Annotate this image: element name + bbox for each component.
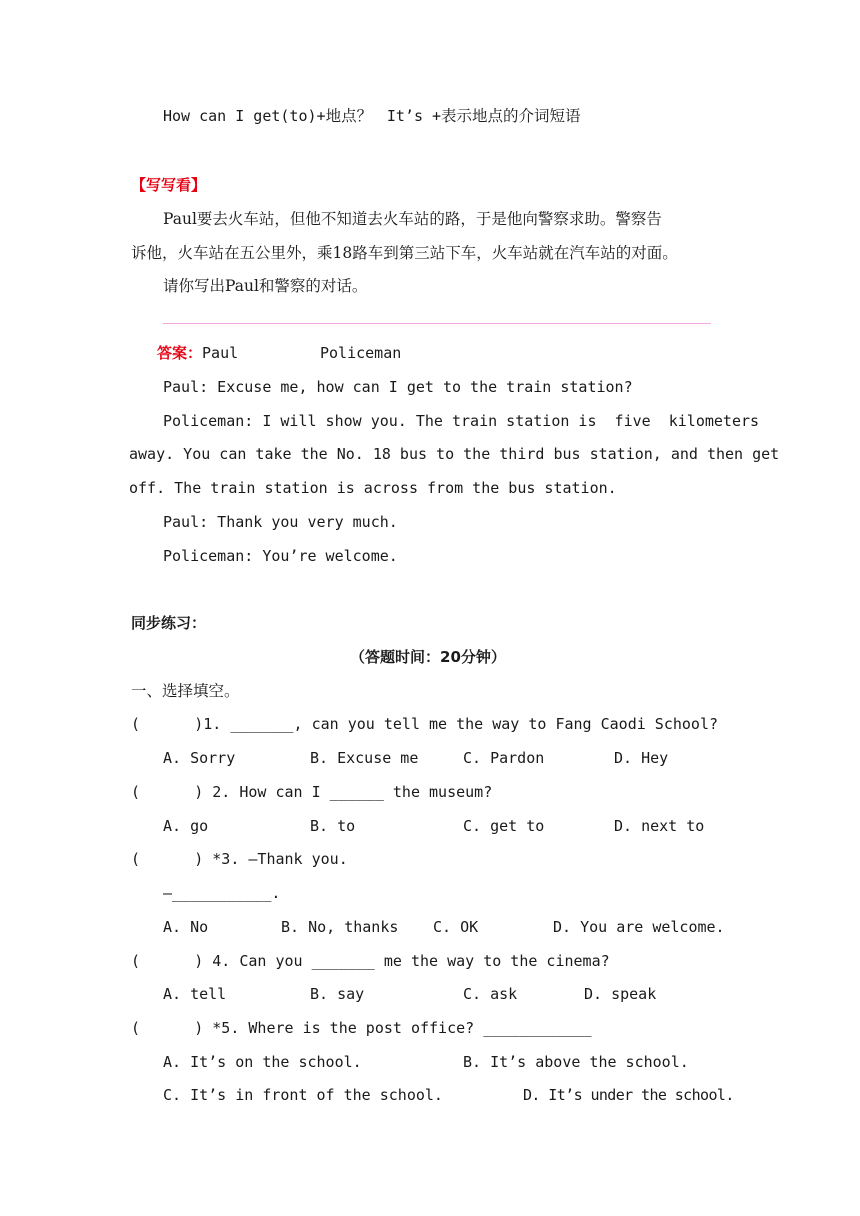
question-4-option-b: B. say (310, 985, 365, 1003)
answer-line-3: away. You can take the No. 18 bus to the third bus station, and then get (129, 445, 780, 463)
question-1-option-d: D. Hey (614, 749, 669, 767)
question-1-stem: ( )1. _______, can you tell me the way to Fang Caodi School? (131, 715, 718, 733)
question-2-option-b: B. to (310, 817, 356, 835)
question-3-option-b: B. No, thanks (281, 918, 399, 936)
answer-line-6: Policeman: You’re welcome. (163, 547, 398, 565)
question-5-stem: ( ) *5. Where is the post office? ____________ (131, 1019, 592, 1037)
question-1-option-b: B. Excuse me (310, 749, 419, 767)
answer-line-2: Policeman: I will show you. The train station is five kilometers (163, 412, 760, 430)
answer-header (157, 343, 402, 363)
question-2-option-d: D. next to (614, 817, 705, 835)
formula-part3: It’s + (386, 107, 442, 125)
question-4-option-c: C. ask (463, 985, 518, 1003)
question-1-option-c: C. Pardon (463, 749, 545, 767)
formula-part1: How can I get(to)+ (163, 107, 326, 125)
answer-label: 答案： (157, 344, 203, 362)
practice-title: 同步练习： (131, 614, 207, 632)
writing-paragraph-line1: Paul要去火车站，但他不知道去火车站的路，于是他向警察求助。警察告 (163, 210, 662, 228)
practice-time: （答题时间：20分钟） (350, 648, 506, 666)
question-1-option-a: A. Sorry (163, 749, 236, 767)
question-3-option-a: A. No (163, 918, 209, 936)
formula-part2: 地点？ (325, 107, 373, 125)
question-3-stem-reply: —___________. (163, 884, 281, 902)
answer-line-5: Paul: Thank you very much. (163, 513, 398, 531)
question-3-stem: ( ) *3. —Thank you. (131, 850, 348, 868)
section-heading: 一、选择填空。 (131, 682, 240, 700)
question-5-option-b: B. It’s above the school. (463, 1053, 689, 1071)
writing-paragraph-line2: 诉他，火车站在五公里外，乘18路车到第三站下车，火车站就在汽车站的对面。 (131, 244, 678, 262)
question-4-stem: ( ) 4. Can you _______ me the way to the cinema? (131, 952, 610, 970)
question-5-option-c: C. It’s in front of the school. (163, 1086, 443, 1104)
question-4-option-d: D. speak (584, 985, 657, 1003)
question-2-stem: ( ) 2. How can I ______ the museum? (131, 783, 493, 801)
question-3-option-d: D. You are welcome. (553, 918, 725, 936)
answer-role-paul: Paul (202, 344, 239, 362)
question-5-option-d: D. It’s under the school. (523, 1086, 734, 1104)
divider-line (163, 323, 711, 324)
writing-heading: 【写写看】 (131, 176, 207, 194)
answer-line-1: Paul: Excuse me, how can I get to the train station? (163, 378, 633, 396)
answer-line-4: off. The train station is across from the bus station. (129, 479, 617, 497)
question-3-option-c: C. OK (433, 918, 479, 936)
answer-role-policeman: Policeman (320, 344, 402, 362)
question-5-option-a: A. It’s on the school. (163, 1053, 362, 1071)
writing-paragraph-line3: 请你写出Paul和警察的对话。 (163, 277, 368, 295)
formula-part4: 表示地点的介词短语 (441, 107, 581, 125)
question-4-option-a: A. tell (163, 985, 227, 1003)
question-2-option-c: C. get to (463, 817, 545, 835)
formula-line (163, 106, 581, 126)
question-2-option-a: A. go (163, 817, 209, 835)
